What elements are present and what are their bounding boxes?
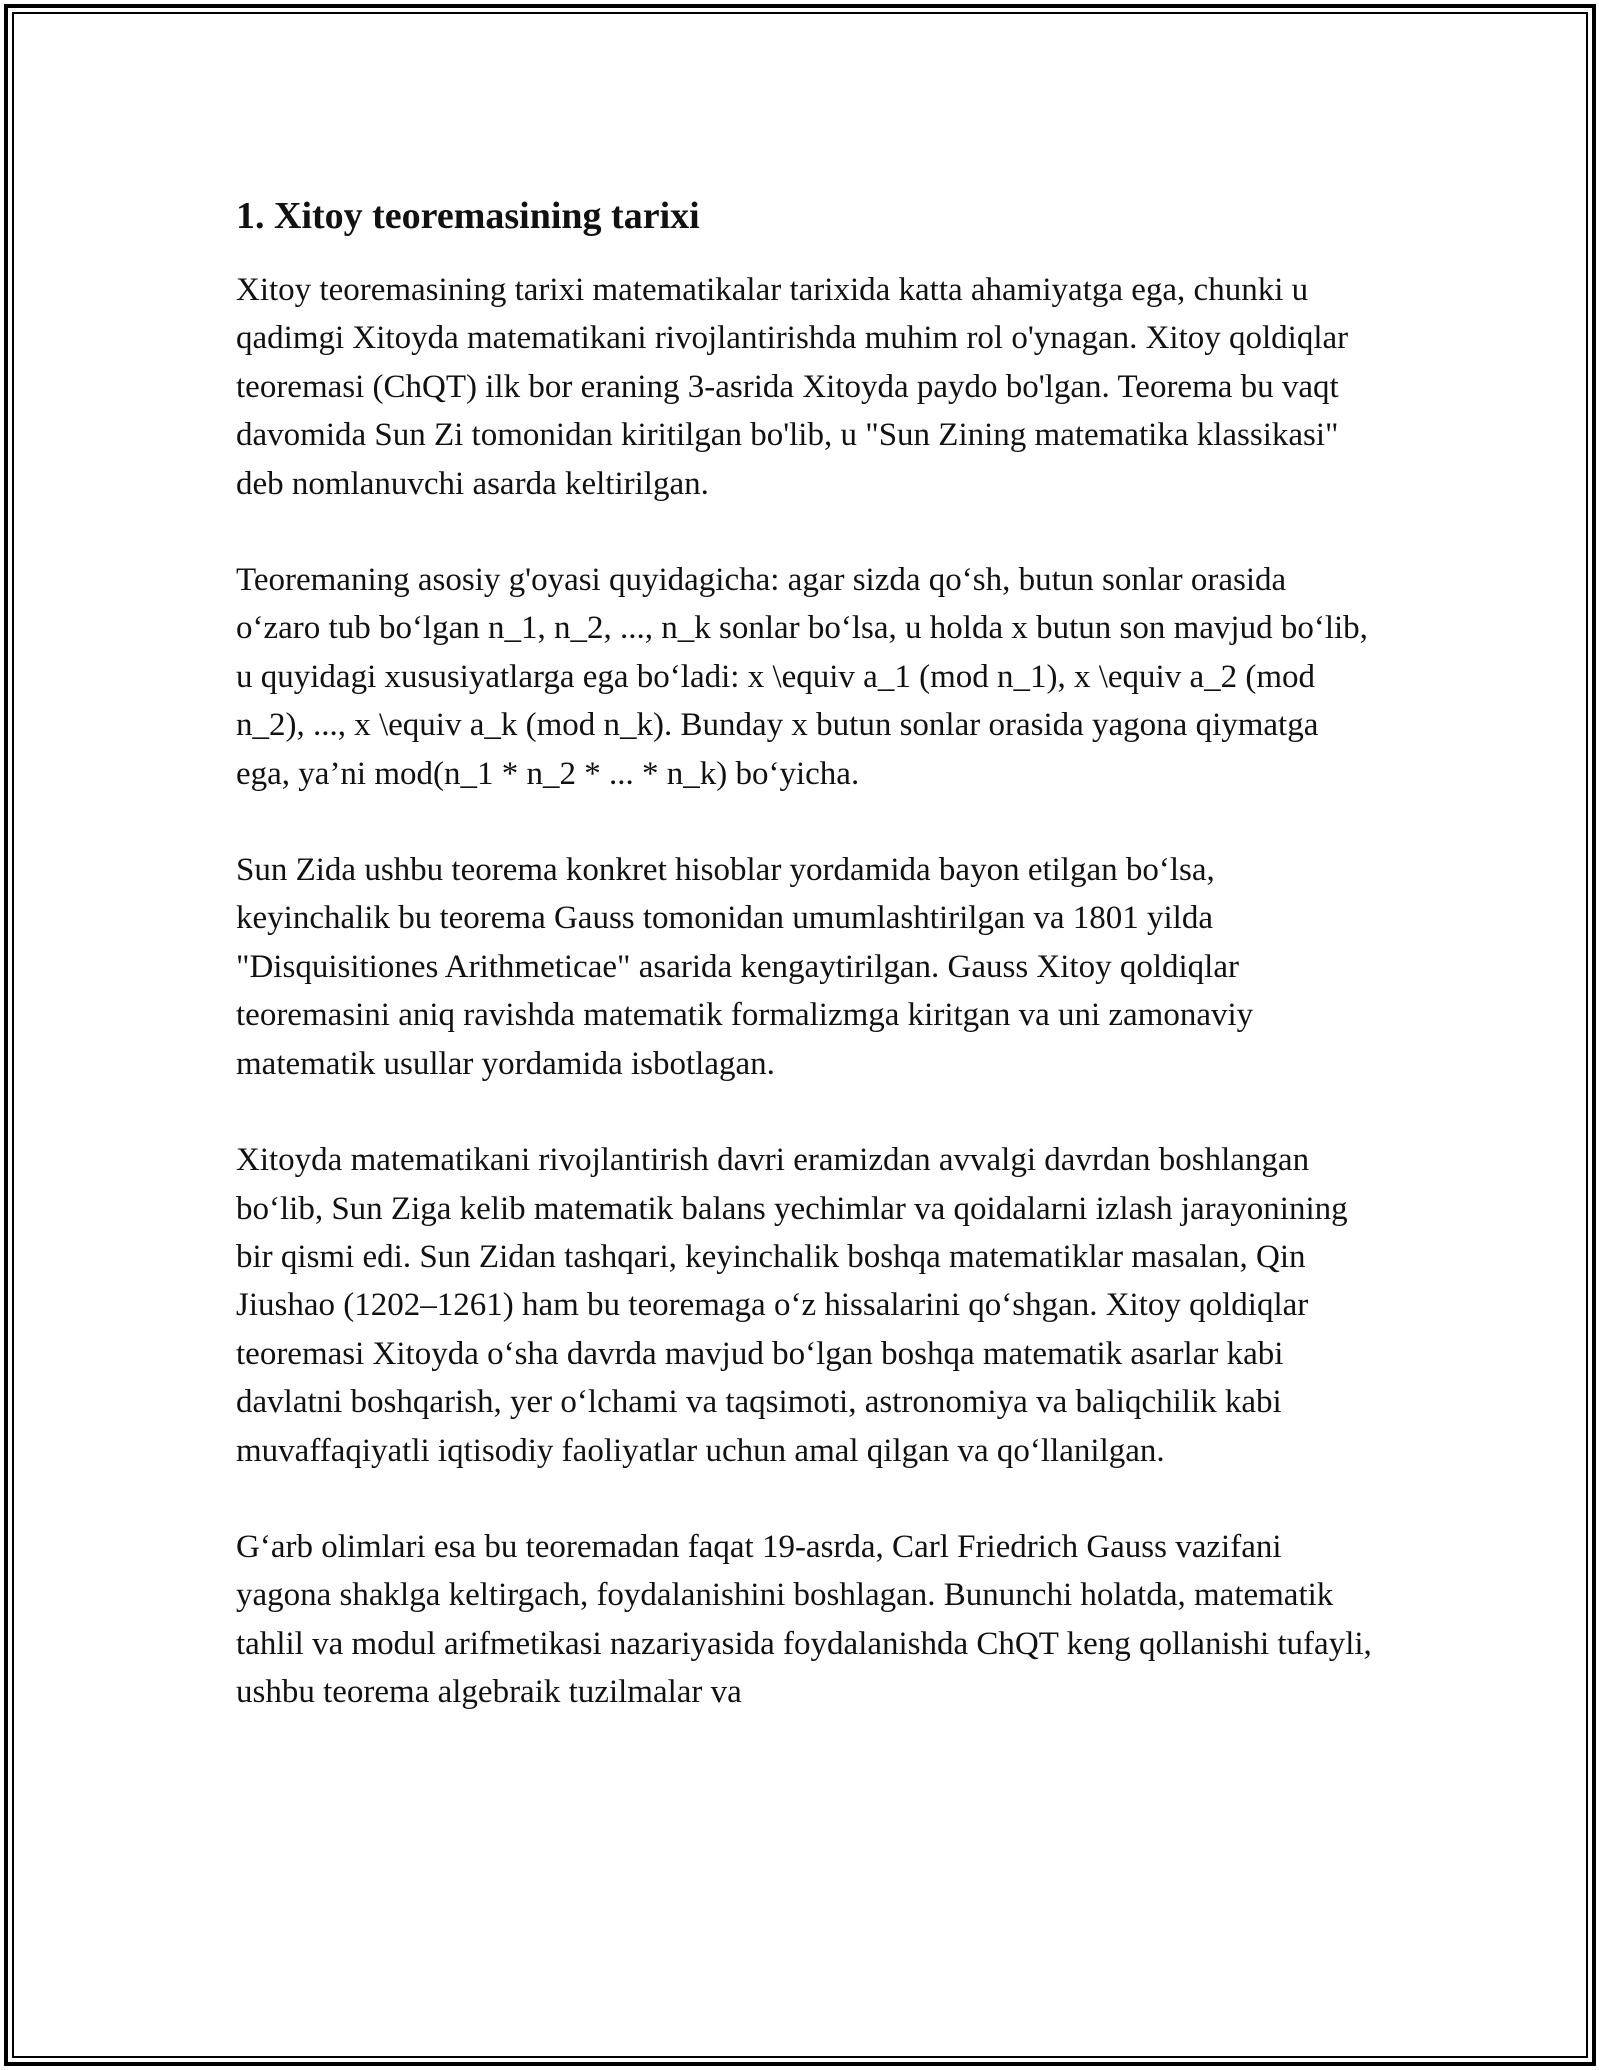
paragraph-1: Xitoy teoremasining tarixi matematikalar tarixida katta ahamiyatga ega, chunki u qadimgi Xitoyda matematikani rivojlantirishda muhim rol o'ynagan. Xitoy qoldiqlar teoremasi (ChQT) ilk bor eraning 3-asrida Xitoyda paydo bo'lgan. Teorema bu vaqt davomida Sun Zi tomonidan kiritilgan bo'lib, u "Sun Zining matematika klassikasi" deb nomlanuvchi asarda keltirilgan. <box>236 272 1349 502</box>
section-heading: 1. Xitoy teoremasining tarixi <box>236 195 700 237</box>
paragraph-5: G‘arb olimlari esa bu teoremadan faqat 19-asrda, Carl Friedrich Gauss vazifani yagona shaklga keltirgach, foydalanishini boshlagan. Bununchi holatda, matematik tahlil va modul arifmetikasi nazariyasida foydalanishda ChQT keng qollanishi tufayli, ushbu teorema algebraik tuzilmalar va <box>236 1528 1372 1711</box>
paragraph-2: Teoremaning asosiy g'oyasi quyidagicha: agar sizda qo‘sh, butun sonlar orasida o‘zaro tub bo‘lgan n_1, n_2, ..., n_k sonlar bo‘lsa, u holda x butun son mavjud bo‘lib, u quyidagi xususiyatlarga ega bo‘ladi: x \equiv a_1 (mod n_1), x \equiv a_2 (mod n_2), ..., x \equiv a_k (mod n_k). Bunday x butun sonlar orasida yagona qiymatga ega, ya’ni mod(n_1 * n_2 * ... * n_k) bo‘yicha. <box>236 562 1368 792</box>
paragraph-4: Xitoyda matematikani rivojlantirish davri eramizdan avvalgi davrdan boshlangan bo‘lib, Sun Ziga kelib matematik balans yechimlar va qoidalarni izlash jarayonining bir qismi edi. Sun Zidan tashqari, keyinchalik boshqa matematiklar masalan, Qin Jiushao (1202–1261) ham bu teoremaga o‘z hissalarini qo‘shgan. Xitoy qoldiqlar teoremasi Xitoyda o‘sha davrda mavjud bo‘lgan boshqa matematik asarlar kabi davlatni boshqarish, yer o‘lchami va taqsimoti, astronomiya va baliqchilik kabi muvaffaqiyatli iqtisodiy faoliyatlar uchun amal qilgan va qo‘llanilgan. <box>236 1142 1348 1469</box>
paragraph-3: Sun Zida ushbu teorema konkret hisoblar yordamida bayon etilgan bo‘lsa, keyinchalik bu teorema Gauss tomonidan umumlashtirilgan va 1801 yilda "Disquisitiones Arithmeticae" asarida kengaytirilgan. Gauss Xitoy qoldiqlar teoremasini aniq ravishda matematik formalizmga kiritgan va uni zamonaviy matematik usullar yordamida isbotlagan. <box>236 852 1254 1082</box>
document-body <box>236 188 1376 1765</box>
